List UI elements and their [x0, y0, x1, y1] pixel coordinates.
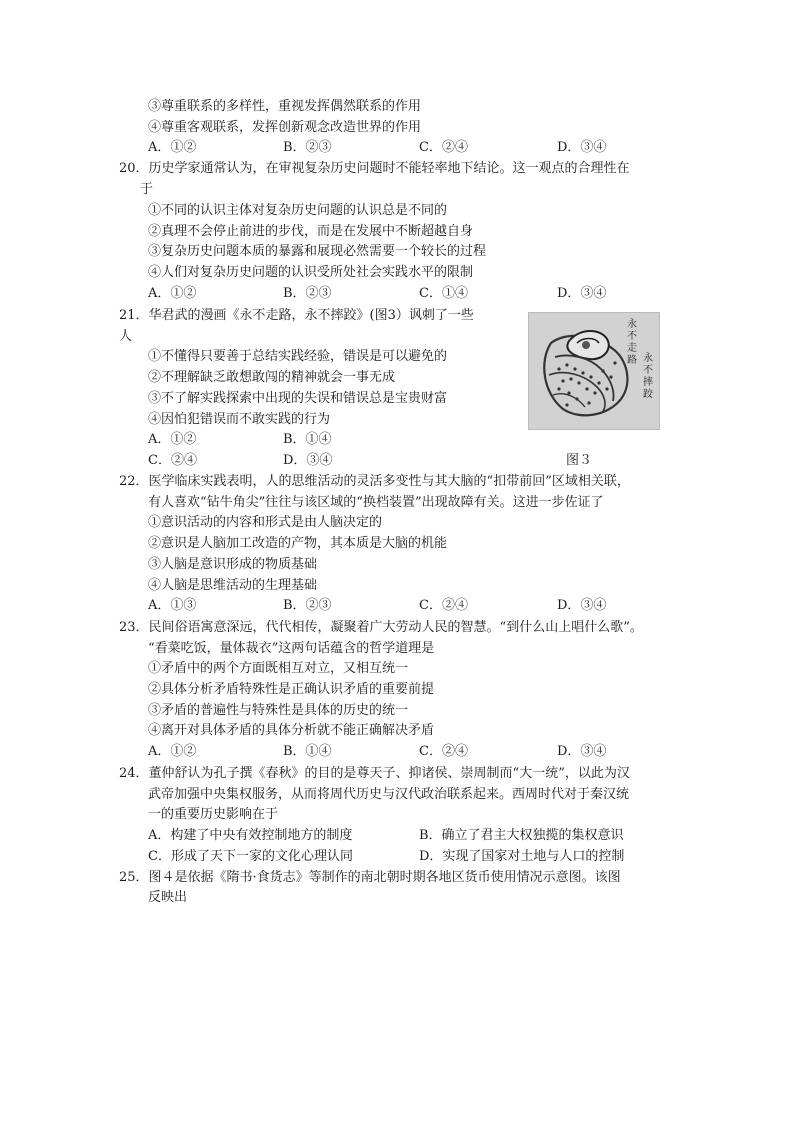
- q22-choice-b: B．②③: [283, 598, 332, 613]
- q20-option-1: ①不同的认识主体对复杂历史问题的认识总是不同的: [148, 203, 448, 218]
- cartoon-char: 永: [643, 353, 653, 364]
- q19-choices: [148, 139, 668, 157]
- q25-stem-line2: 反映出: [148, 890, 188, 905]
- q22-option-2: ②意识是人脑加工改造的产物，其本质是大脑的机能: [148, 536, 448, 551]
- q21-choices-row1: [148, 431, 448, 449]
- q23-choice-c: C．②④: [419, 744, 468, 759]
- q24-choice-c: C．形成了天下一家的文化心理认同: [148, 849, 353, 864]
- cartoon-char: 不: [643, 365, 653, 376]
- q19-choice-b: B．②③: [283, 140, 332, 155]
- q20-choice-a: A．①②: [148, 286, 197, 301]
- q22-option-1: ①意识活动的内容和形式是由人脑决定的: [148, 515, 383, 530]
- cartoon-char: 不: [627, 331, 637, 342]
- q23-choice-d: D．③④: [557, 744, 607, 759]
- q19-choice-a: A．①②: [148, 140, 197, 155]
- q24-choice-b: B．确立了君主大权独揽的集权意识: [419, 828, 624, 843]
- q23-option-3: ③矛盾的普遍性与特殊性是具体的历史的统一: [148, 703, 409, 718]
- q22-choice-c: C．②④: [419, 598, 468, 613]
- q19-option-4: ④尊重客观联系，发挥创新观念改造世界的作用: [148, 120, 422, 135]
- figure-3-caption: 图３: [566, 453, 593, 468]
- q24-stem-line1: 24．董仲舒认为孔子撰《春秋》的目的是尊天子、抑诸侯、崇周制而“大一统”，以此为汉: [119, 766, 630, 781]
- q22-stem-line1: 22．医学临床实践表明，人的思维活动的灵活多变性与其大脑的“扣带前回”区域相关联，: [119, 474, 630, 489]
- q23-option-1: ①矛盾中的两个方面既相互对立，又相互统一: [148, 661, 409, 676]
- q23-choice-a: A．①②: [148, 744, 197, 759]
- q21-choice-d: D．③④: [283, 453, 333, 468]
- q23-option-2: ②具体分析矛盾特殊性是正确认识矛盾的重要前提: [148, 682, 435, 697]
- q25-stem-line1: 25．图４是依据《隋书·食货志》等制作的南北朝时期各地区货币使用情况示意图。该图: [119, 870, 621, 885]
- q20-option-3: ③复杂历史问题本质的暴露和展现必然需要一个较长的过程: [148, 244, 487, 259]
- q23-stem-line2: “看菜吃饭，量体裁衣”这两句话蕴含的哲学道理是: [148, 641, 435, 656]
- cartoon-char: 跤: [643, 389, 653, 400]
- q21-option-4: ④因怕犯错误而不敢实践的行为: [148, 412, 331, 427]
- q20-option-2: ②真理不会停止前进的步伐，而是在发展中不断超越自身: [148, 224, 474, 239]
- q20-choice-b: B．②③: [283, 286, 332, 301]
- q21-option-2: ②不理解缺乏敢想敢闯的精神就会一事无成: [148, 370, 396, 385]
- q24-choices-row1: [148, 827, 668, 845]
- q20-choices: [148, 285, 668, 303]
- q22-choice-d: D．③④: [557, 598, 607, 613]
- q24-stem-line2: 武帝加强中央集权服务，从而将周代历史与汉代政治联系起来。西周时代对于秦汉统: [148, 787, 630, 802]
- q19-option-3: ③尊重联系的多样性，重视发挥偶然联系的作用: [148, 99, 422, 114]
- q24-stem-line3: 一的重要历史影响在于: [148, 807, 279, 822]
- q21-stem-line1: 21．华君武的漫画《永不走路，永不摔跤》(图3）讽刺了一些: [119, 308, 474, 323]
- cartoon-caption-col2: [641, 353, 655, 401]
- cartoon-char: 永: [627, 319, 637, 330]
- q19-choice-c: C．②④: [419, 140, 468, 155]
- q24-choice-a: A．构建了中央有效控制地方的制度: [148, 828, 353, 843]
- q22-choices: [148, 597, 668, 615]
- q20-choice-d: D．③④: [557, 286, 607, 301]
- q23-option-4: ④离开对具体矛盾的具体分析就不能正确解决矛盾: [148, 723, 435, 738]
- q21-choices-row2: [148, 452, 448, 470]
- cartoon-char: 摔: [643, 377, 653, 388]
- q22-stem-line2: 有人喜欢“钻牛角尖”往往与该区域的“换档装置”出现故障有关。这进一步佐证了: [148, 495, 604, 510]
- q23-choice-b: B．①④: [283, 744, 332, 759]
- q20-stem-line2: 于: [140, 182, 154, 197]
- q22-choice-a: A．①③: [148, 598, 197, 613]
- q21-choice-b: B．①④: [283, 432, 332, 447]
- q20-choice-c: C．①④: [419, 286, 468, 301]
- q23-stem-line1: 23．民间俗语寓意深远，代代相传，凝聚着广大劳动人民的智慧。“到什么山上唱什么歌”。: [119, 620, 643, 635]
- q24-choices-row2: [148, 848, 668, 866]
- q21-choice-c: C．②④: [148, 453, 197, 468]
- cartoon-char: 走: [627, 343, 637, 354]
- q21-option-3: ③不了解实践探索中出现的失误和错误总是宝贵财富: [148, 391, 448, 406]
- q20-stem-line1: 20．历史学家通常认为，在审视复杂历史问题时不能轻率地下结论。这一观点的合理性在: [119, 161, 630, 176]
- q21-stem-line2: 人: [119, 329, 133, 344]
- q22-option-4: ④人脑是思维活动的生理基础: [148, 578, 318, 593]
- q21-option-1: ①不懂得只要善于总结实践经验，错误是可以避免的: [148, 349, 448, 364]
- q21-choice-a: A．①②: [148, 432, 197, 447]
- cartoon-char: 路: [627, 355, 637, 366]
- q19-choice-d: D．③④: [557, 140, 607, 155]
- q20-option-4: ④人们对复杂历史问题的认识受所处社会实践水平的限制: [148, 265, 474, 280]
- q24-choice-d: D．实现了国家对土地与人口的控制: [419, 849, 625, 864]
- cartoon-figure-3: [528, 312, 660, 430]
- cartoon-drawing: [529, 313, 659, 429]
- q23-choices: [148, 743, 668, 761]
- cartoon-caption-col1: [625, 319, 639, 367]
- q22-option-3: ③人脑是意识形成的物质基础: [148, 557, 318, 572]
